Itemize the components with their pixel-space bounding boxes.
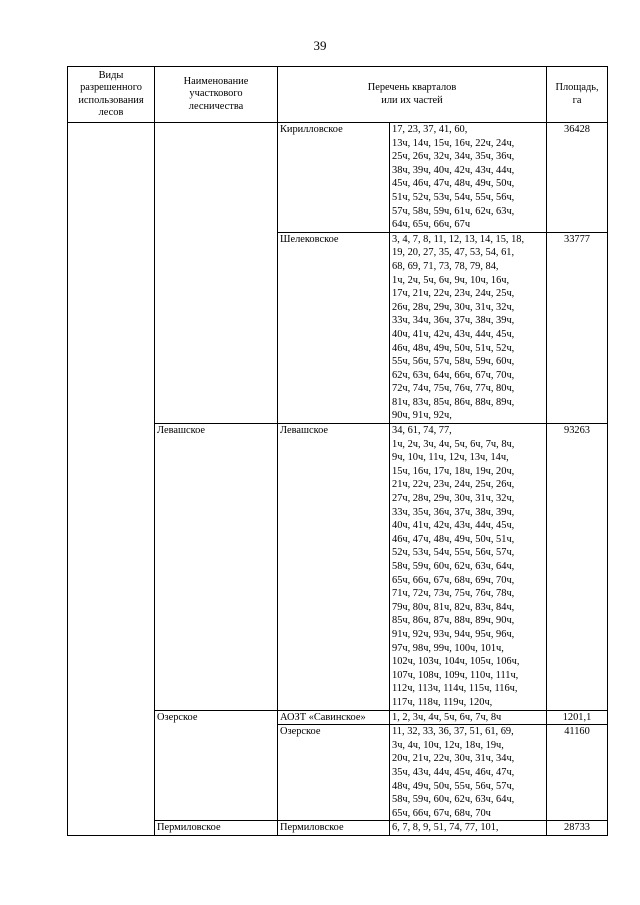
quarters-line: 19, 20, 27, 35, 47, 53, 54, 61, [392, 247, 515, 259]
area-cell: 28733 [547, 821, 608, 836]
subforestry-cell: Озерское [278, 725, 390, 821]
forestry-cell: Левашское [155, 424, 278, 710]
quarters-line: 33ч, 34ч, 36ч, 37ч, 38ч, 39ч, [392, 315, 515, 327]
quarters-line: 35ч, 43ч, 44ч, 45ч, 46ч, 47ч, [392, 766, 515, 778]
area-cell: 36428 [547, 123, 608, 233]
quarters-cell [390, 123, 547, 233]
header-text: Площадь, [555, 82, 599, 94]
quarters-line: 21ч, 22ч, 23ч, 24ч, 25ч, 26ч, [392, 479, 515, 491]
header-text: га [572, 94, 582, 106]
header-text: Перечень кварталов [367, 82, 457, 94]
subforestry-cell: Кирилловское [278, 123, 390, 233]
quarters-cell [390, 821, 547, 836]
quarters-cell [390, 710, 547, 725]
quarters-line: 9ч, 10ч, 11ч, 12ч, 13ч, 14ч, [392, 452, 509, 464]
quarters-line: 48ч, 49ч, 50ч, 55ч, 56ч, 57ч, [392, 780, 515, 792]
quarters-line: 15ч, 16ч, 17ч, 18ч, 19ч, 20ч, [392, 465, 515, 477]
header-text: разрешенного [80, 82, 142, 94]
area-cell: 41160 [547, 725, 608, 821]
forestry-cell: Озерское [155, 710, 278, 821]
quarters-line: 3ч, 4ч, 10ч, 12ч, 18ч, 19ч, [392, 739, 504, 751]
quarters-line: 17ч, 21ч, 22ч, 23ч, 24ч, 25ч, [392, 288, 515, 300]
quarters-cell [390, 424, 547, 710]
quarters-line: 102ч, 103ч, 104ч, 105ч, 106ч, [392, 656, 520, 668]
quarters-line: 64ч, 65ч, 66ч, 67ч [392, 219, 471, 231]
quarters-line: 65ч, 66ч, 67ч, 68ч, 70ч [392, 807, 491, 819]
header-area [547, 67, 608, 123]
quarters-line: 46ч, 47ч, 48ч, 49ч, 50ч, 51ч, [392, 533, 515, 545]
quarters-cell [390, 725, 547, 821]
quarters-line: 1ч, 2ч, 3ч, 4ч, 5ч, 6ч, 7ч, 8ч, [392, 438, 515, 450]
quarters-line: 112ч, 113ч, 114ч, 115ч, 116ч, [392, 683, 518, 695]
quarters-line: 33ч, 35ч, 36ч, 37ч, 38ч, 39ч, [392, 506, 515, 518]
quarters-line: 13ч, 14ч, 15ч, 16ч, 22ч, 24ч, [392, 137, 515, 149]
header-text: Виды [98, 70, 124, 82]
header-text: использования [78, 94, 144, 106]
quarters-line: 40ч, 41ч, 42ч, 43ч, 44ч, 45ч, [392, 520, 515, 532]
quarters-line: 27ч, 28ч, 29ч, 30ч, 31ч, 32ч, [392, 493, 515, 505]
area-cell: 33777 [547, 232, 608, 423]
header-text: или их частей [381, 94, 443, 106]
quarters-line: 65ч, 66ч, 67ч, 68ч, 69ч, 70ч, [392, 574, 515, 586]
quarters-line: 107ч, 108ч, 109ч, 110ч, 111ч, [392, 669, 519, 681]
quarters-line: 57ч, 58ч, 59ч, 61ч, 62ч, 63ч, [392, 205, 515, 217]
subforestry-cell: АОЗТ «Савинское» [278, 710, 390, 725]
page-number: 39 [313, 38, 327, 53]
area-cell: 1201,1 [547, 710, 608, 725]
quarters-line: 38ч, 39ч, 40ч, 42ч, 43ч, 44ч, [392, 164, 515, 176]
quarters-table [67, 66, 608, 836]
quarters-line: 97ч, 98ч, 99ч, 100ч, 101ч, [392, 642, 504, 654]
quarters-line: 85ч, 86ч, 87ч, 88ч, 89ч, 90ч, [392, 615, 515, 627]
quarters-line: 58ч, 59ч, 60ч, 62ч, 63ч, 64ч, [392, 794, 515, 806]
header-quarters-list [278, 67, 547, 123]
header-forestry-name [155, 67, 278, 123]
quarters-line: 90ч, 91ч, 92ч, [392, 410, 452, 422]
quarters-line: 62ч, 63ч, 64ч, 66ч, 67ч, 70ч, [392, 369, 515, 381]
header-text: участкового [189, 88, 243, 100]
quarters-line: 58ч, 59ч, 60ч, 62ч, 63ч, 64ч, [392, 561, 515, 572]
header-usage-type [68, 67, 155, 123]
header-text: лесничества [188, 100, 244, 112]
quarters-line: 1ч, 2ч, 5ч, 6ч, 9ч, 10ч, 16ч, [392, 274, 510, 286]
quarters-line: 17, 23, 37, 41, 60, [392, 124, 468, 135]
quarters-line: 117ч, 118ч, 119ч, 120ч, [392, 696, 493, 708]
quarters-line: 46ч, 48ч, 49ч, 50ч, 51ч, 52ч, [392, 342, 515, 354]
quarters-line: 72ч, 74ч, 75ч, 76ч, 77ч, 80ч, [392, 383, 515, 395]
quarters-line: 26ч, 28ч, 29ч, 30ч, 31ч, 32ч, [392, 301, 515, 313]
quarters-line: 25ч, 26ч, 32ч, 34ч, 35ч, 36ч, [392, 151, 515, 163]
quarters-line: 52ч, 53ч, 54ч, 55ч, 56ч, 57ч, [392, 547, 515, 559]
quarters-line: 45ч, 46ч, 47ч, 48ч, 49ч, 50ч, [392, 178, 515, 190]
header-text: лесов [98, 106, 124, 118]
table-body [68, 123, 608, 836]
quarters-line: 68, 69, 71, 73, 78, 79, 84, [392, 260, 499, 272]
quarters-line: 34, 61, 74, 77, [392, 425, 452, 437]
usage-type-cell [68, 123, 155, 836]
subforestry-cell: Шелековское [278, 232, 390, 423]
table-header-row [68, 67, 608, 123]
quarters-line: 91ч, 92ч, 93ч, 94ч, 95ч, 96ч, [392, 628, 515, 640]
area-cell: 93263 [547, 424, 608, 710]
quarters-line: 40ч, 41ч, 42ч, 43ч, 44ч, 45ч, [392, 328, 515, 340]
forestry-cell [155, 123, 278, 424]
quarters-line: 55ч, 56ч, 57ч, 58ч, 59ч, 60ч, [392, 356, 515, 368]
quarters-line: 3, 4, 7, 8, 11, 12, 13, 14, 15, 18, [392, 233, 525, 245]
quarters-line: 79ч, 80ч, 81ч, 82ч, 83ч, 84ч, [392, 601, 515, 613]
forestry-cell: Пермиловское [155, 821, 278, 836]
quarters-line: 1, 2, 3ч, 4ч, 5ч, 6ч, 7ч, 8ч [392, 711, 502, 723]
subforestry-cell: Пермиловское [278, 821, 390, 836]
table-row [68, 123, 608, 233]
quarters-line: 20ч, 21ч, 22ч, 30ч, 31ч, 34ч, [392, 753, 515, 765]
quarters-line: 11, 32, 33, 36, 37, 51, 61, 69, [392, 726, 514, 738]
quarters-line: 6, 7, 8, 9, 51, 74, 77, 101, [392, 822, 499, 834]
quarters-line: 71ч, 72ч, 73ч, 75ч, 76ч, 78ч, [392, 588, 515, 600]
quarters-line: 51ч, 52ч, 53ч, 54ч, 55ч, 56ч, [392, 191, 515, 203]
subforestry-cell: Левашское [278, 424, 390, 710]
quarters-cell [390, 232, 547, 423]
header-text: Наименование [183, 76, 249, 88]
quarters-line: 81ч, 83ч, 85ч, 86ч, 88ч, 89ч, [392, 396, 515, 408]
